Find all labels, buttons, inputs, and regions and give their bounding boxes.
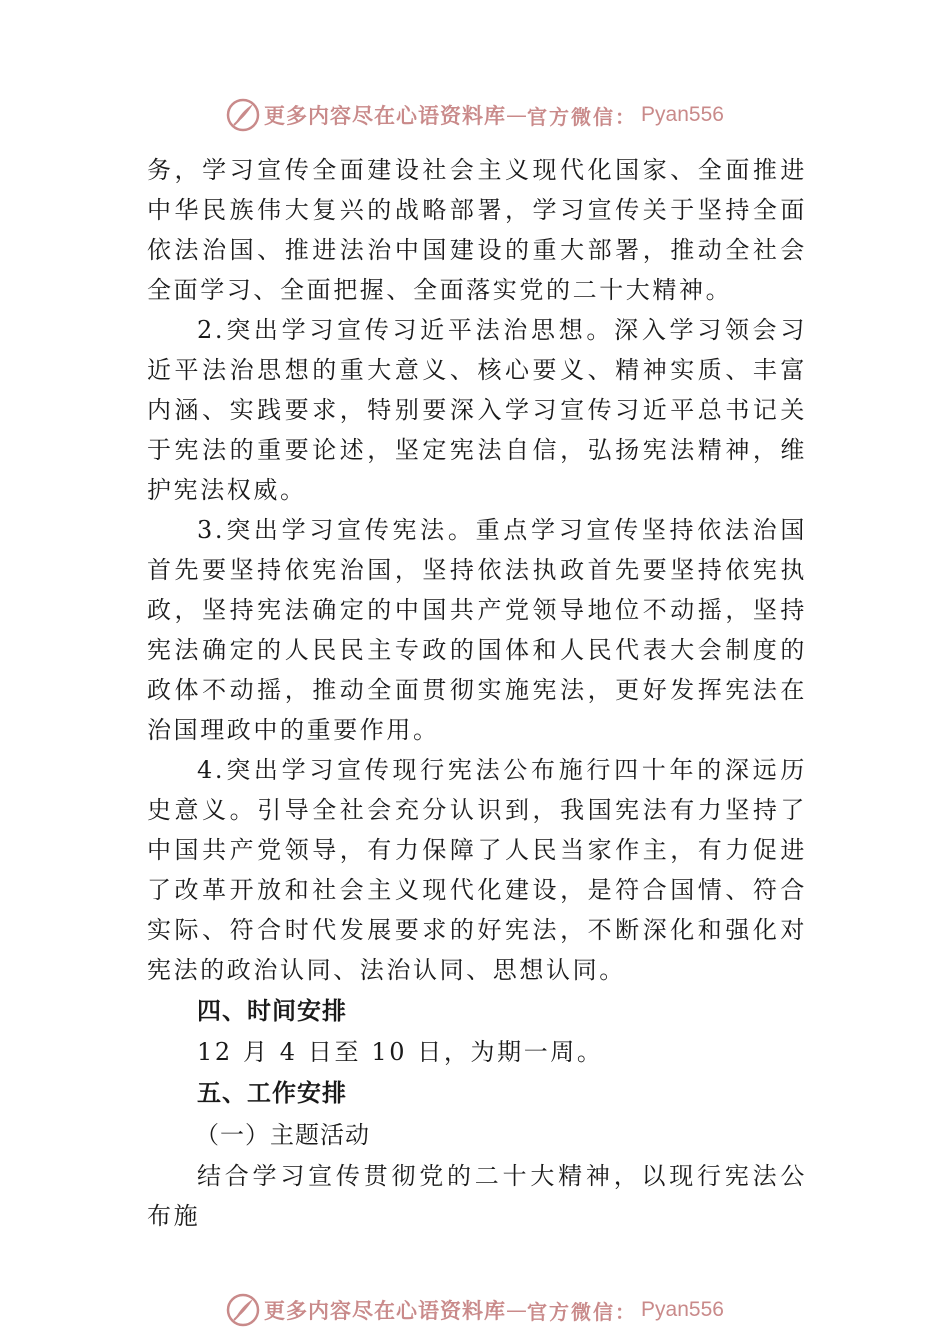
paragraph-4: 4.突出学习宣传现行宪法公布施行四十年的深远历史意义。引导全社会充分认识到，我国宪法有力坚持了中国共产党领导，有力保障了人民当家作主，有力促进了改革开放和社会主义现代化建设，是符合国情、符合实际、符合时代发展要求的好宪法，不断深化和强化对宪法的政治认同、法治认同、思想认同。: [147, 756, 807, 984]
paragraph-3: 3.突出学习宣传宪法。重点学习宣传坚持依法治国首先要坚持依宪治国，坚持依法执政首先要坚持依宪执政，坚持宪法确定的中国共产党领导地位不动摇，坚持宪法确定的人民民主专政的国体和人民代表大会制度的政体不动摇，推动全面贯彻实施宪法，更好发挥宪法在治国理政中的重要作用。: [147, 516, 807, 744]
header-wechat-id: Pyan556: [641, 103, 724, 126]
header-wechat-label: 官方微信：: [527, 104, 638, 129]
footer-wechat-id: Pyan556: [641, 1298, 724, 1321]
header-separator: —: [506, 103, 528, 127]
section-heading-5: 五、工作安排: [197, 1079, 347, 1107]
section-heading-4: 四、时间安排: [197, 997, 347, 1025]
quill-logo-icon: [226, 1293, 260, 1327]
header-watermark: [0, 95, 950, 135]
document-body: [147, 150, 807, 1236]
footer-wechat-label: 官方微信：: [527, 1299, 638, 1324]
schedule-text: 12 月 4 日至 10 日，为期一周。: [197, 1038, 604, 1066]
header-site-text: 更多内容尽在心语资料库: [264, 104, 507, 128]
paragraph-5: 结合学习宣传贯彻党的二十大精神，以现行宪法公布施: [147, 1162, 807, 1230]
paragraph-1: 务，学习宣传全面建设社会主义现代化国家、全面推进中华民族伟大复兴的战略部署，学习宣传关于坚持全面依法治国、推进法治中国建设的重大部署，推动全社会全面学习、全面把握、全面落实党的二十大精神。: [147, 156, 807, 304]
footer-site-text: 更多内容尽在心语资料库: [264, 1299, 507, 1323]
quill-logo-icon: [226, 98, 260, 132]
subsection-heading-1: （一）主题活动: [195, 1121, 370, 1149]
footer-watermark: [0, 1290, 950, 1330]
paragraph-2: 2.突出学习宣传习近平法治思想。深入学习领会习近平法治思想的重大意义、核心要义、精神实质、丰富内涵、实践要求，特别要深入学习宣传习近平总书记关于宪法的重要论述，坚定宪法自信，弘扬宪法精神，维护宪法权威。: [147, 316, 807, 504]
footer-separator: —: [506, 1298, 528, 1322]
